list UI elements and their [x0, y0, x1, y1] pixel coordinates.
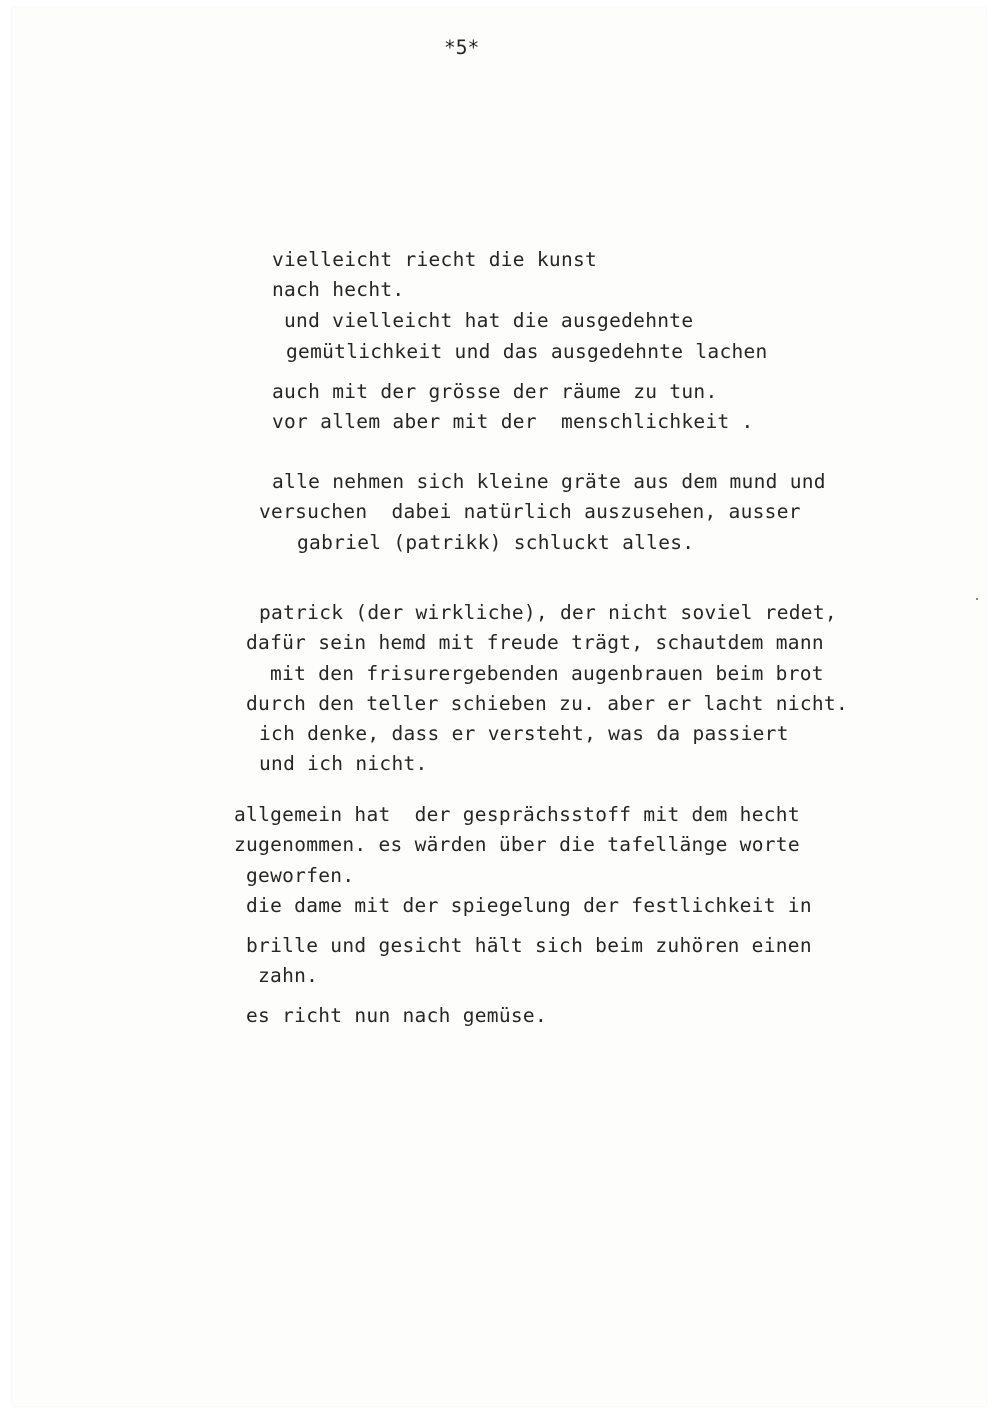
page-number: *5* — [444, 36, 480, 59]
text-line: die dame mit der spiegelung der festlichkeit in — [246, 894, 812, 917]
text-line: zugenommen. es wärden über die tafellänge worte — [234, 833, 800, 856]
text-line: geworfen. — [246, 864, 355, 887]
text-line: und ich nicht. — [259, 752, 428, 775]
text-line: allgemein hat der gesprächsstoff mit dem hecht — [234, 803, 800, 826]
text-line: versuchen dabei natürlich auszusehen, ausser — [259, 500, 801, 523]
text-line: zahn. — [258, 964, 319, 987]
text-line: dafür sein hemd mit freude trägt, schautdem mann — [246, 631, 824, 654]
text-line: alle nehmen sich kleine gräte aus dem mund und — [272, 470, 826, 493]
text-line: auch mit der grösse der räume zu tun. — [272, 380, 718, 403]
text-line: brille und gesicht hält sich beim zuhören einen — [246, 934, 812, 957]
text-line: gabriel (patrikk) schluckt alles. — [297, 531, 695, 554]
text-line: mit den frisurergebenden augenbrauen beim brot — [270, 662, 824, 685]
text-line: es richt nun nach gemüse. — [246, 1004, 547, 1027]
text-line: ich denke, dass er versteht, was da passiert — [259, 722, 789, 745]
paper-speck — [976, 598, 978, 600]
text-line: vor allem aber mit der menschlichkeit . — [272, 410, 754, 433]
text-line: nach hecht. — [272, 278, 405, 301]
text-line: vielleicht riecht die kunst — [272, 248, 598, 271]
text-line: durch den teller schieben zu. aber er lacht nicht. — [246, 692, 848, 715]
text-line: patrick (der wirkliche), der nicht soviel redet, — [259, 601, 837, 624]
text-line: und vielleicht hat die ausgedehnte — [284, 309, 694, 332]
text-line: gemütlichkeit und das ausgedehnte lachen — [286, 340, 768, 363]
